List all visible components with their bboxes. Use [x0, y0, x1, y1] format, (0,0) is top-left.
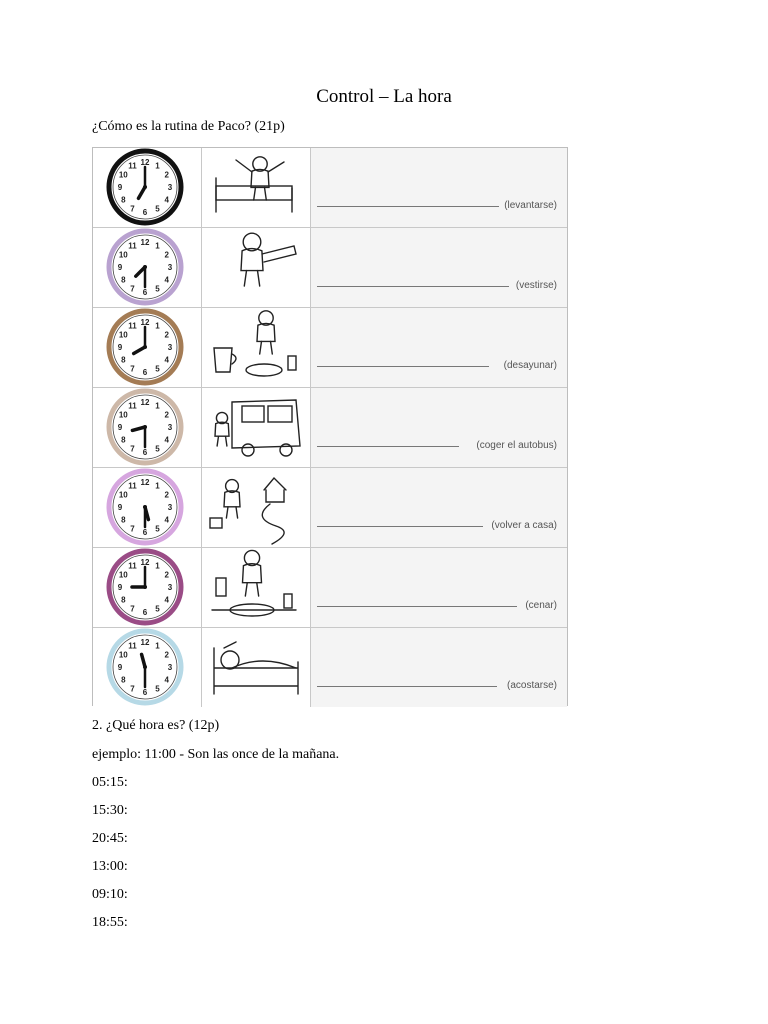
routine-row [93, 388, 567, 468]
clock-number: 6 [142, 448, 148, 457]
clock-number: 7 [130, 604, 135, 614]
clock-number: 9 [117, 663, 123, 672]
clock-number: 2 [164, 330, 169, 340]
answer-line[interactable] [317, 366, 489, 367]
clock-number: 7 [130, 444, 135, 454]
clock-number: 12 [140, 238, 150, 247]
clock-number: 4 [164, 435, 169, 445]
clock-number: 7 [130, 524, 135, 534]
clock-number: 2 [164, 410, 169, 420]
clock-number: 11 [128, 321, 137, 331]
time-item: 09:10: [92, 887, 128, 902]
verb-hint: (acostarse) [506, 680, 557, 691]
clock-number: 8 [121, 355, 126, 365]
clock-number: 1 [155, 241, 160, 251]
clock-number: 5 [155, 524, 160, 534]
clock-number: 4 [164, 515, 169, 525]
answer-cell[interactable] [311, 228, 567, 307]
clock-number: 3 [167, 423, 173, 432]
answer-line[interactable] [317, 686, 497, 687]
question-2: 2. ¿Qué hora es? (12p) [92, 718, 220, 733]
verb-hint: (volver a casa) [491, 520, 557, 531]
clock-number: 11 [128, 561, 137, 571]
clock-icon [93, 228, 202, 307]
clock-number: 5 [155, 284, 160, 294]
clock-icon [93, 468, 202, 547]
clock-number: 7 [130, 284, 135, 294]
question-1: ¿Cómo es la rutina de Paco? (21p) [92, 119, 285, 134]
verb-hint: (cenar) [525, 600, 557, 611]
clock-number: 10 [118, 250, 128, 260]
clock-number: 1 [155, 641, 160, 651]
clock-number: 3 [167, 503, 173, 512]
answer-cell[interactable] [311, 308, 567, 387]
clock-icon [93, 148, 202, 227]
clock-number: 6 [142, 368, 148, 377]
clock-number: 6 [142, 208, 148, 217]
clock-number: 1 [155, 401, 160, 411]
answer-line[interactable] [317, 446, 459, 447]
clock-number: 9 [117, 583, 123, 592]
clock-number: 8 [121, 275, 126, 285]
clock-number: 1 [155, 481, 160, 491]
clock-number: 8 [121, 675, 126, 685]
routine-worksheet [92, 147, 568, 706]
clock-number: 2 [164, 570, 169, 580]
clock-icon [93, 548, 202, 627]
clock-number: 9 [117, 423, 123, 432]
clock-number: 2 [164, 170, 169, 180]
clock-number: 9 [117, 263, 123, 272]
clock-number: 6 [142, 688, 148, 697]
answer-cell[interactable] [311, 468, 567, 547]
clock-number: 4 [164, 195, 169, 205]
clock-number: 10 [118, 170, 128, 180]
answer-line[interactable] [317, 606, 517, 607]
answer-cell[interactable] [311, 548, 567, 627]
clock-number: 2 [164, 250, 169, 260]
clock-number: 7 [130, 204, 135, 214]
clock-number: 11 [128, 481, 137, 491]
clock-number: 10 [118, 330, 128, 340]
clock-number: 8 [121, 515, 126, 525]
answer-line[interactable] [317, 206, 499, 207]
clock-number: 3 [167, 263, 173, 272]
walking-home-icon [202, 468, 311, 547]
time-item: 15:30: [92, 803, 128, 818]
dinner-icon [202, 548, 311, 627]
clock-number: 7 [130, 684, 135, 694]
routine-row [93, 308, 567, 388]
clock-number: 3 [167, 583, 173, 592]
clock-number: 1 [155, 321, 160, 331]
clock-number: 4 [164, 275, 169, 285]
clock-number: 4 [164, 675, 169, 685]
sleeping-icon [202, 628, 311, 707]
time-item: 05:15: [92, 775, 128, 790]
clock-number: 8 [121, 435, 126, 445]
time-item: 18:55: [92, 915, 128, 930]
clock-number: 7 [130, 364, 135, 374]
clock-number: 12 [140, 478, 150, 487]
page-title: Control – La hora [316, 86, 452, 107]
clock-number: 8 [121, 595, 126, 605]
clock-number: 1 [155, 561, 160, 571]
bus-icon [202, 388, 311, 467]
example-line: ejemplo: 11:00 - Son las once de la mañana. [92, 747, 340, 762]
time-item: 20:45: [92, 831, 128, 846]
time-item: 13:00: [92, 859, 128, 874]
clock-number: 9 [117, 343, 123, 352]
clock-number: 12 [140, 318, 150, 327]
answer-line[interactable] [317, 286, 509, 287]
clock-number: 4 [164, 355, 169, 365]
routine-row [93, 628, 567, 708]
clock-number: 11 [128, 401, 137, 411]
clock-number: 5 [155, 684, 160, 694]
clock-number: 11 [128, 641, 137, 651]
verb-hint: (vestirse) [515, 280, 557, 291]
clock-number: 12 [140, 558, 150, 567]
clock-number: 8 [121, 195, 126, 205]
routine-row [93, 148, 567, 228]
clock-number: 6 [142, 528, 148, 537]
answer-line[interactable] [317, 526, 483, 527]
clock-icon [93, 308, 202, 387]
routine-row [93, 468, 567, 548]
clock-number: 11 [128, 241, 137, 251]
answer-cell[interactable] [311, 148, 567, 227]
clock-number: 10 [118, 490, 128, 500]
clock-number: 10 [118, 650, 128, 660]
clock-number: 3 [167, 663, 173, 672]
clock-number: 2 [164, 490, 169, 500]
bed-stretch-icon [202, 148, 311, 227]
clock-icon [93, 628, 202, 707]
clock-number: 12 [140, 638, 150, 647]
clock-number: 10 [118, 410, 128, 420]
clock-number: 9 [117, 503, 123, 512]
clock-number: 9 [117, 183, 123, 192]
clock-number: 10 [118, 570, 128, 580]
clock-number: 12 [140, 398, 150, 407]
clock-number: 6 [142, 288, 148, 297]
clock-number: 12 [140, 158, 150, 167]
dressing-icon [202, 228, 311, 307]
clock-number: 6 [142, 608, 148, 617]
clock-number: 5 [155, 604, 160, 614]
clock-number: 5 [155, 204, 160, 214]
answer-cell[interactable] [311, 628, 567, 707]
routine-row [93, 228, 567, 308]
clock-number: 11 [128, 161, 137, 171]
answer-cell[interactable] [311, 388, 567, 467]
verb-hint: (levantarse) [504, 200, 557, 211]
verb-hint: (coger el autobus) [476, 440, 557, 451]
clock-number: 5 [155, 444, 160, 454]
clock-number: 3 [167, 183, 173, 192]
routine-row [93, 548, 567, 628]
clock-number: 2 [164, 650, 169, 660]
clock-icon [93, 388, 202, 467]
clock-number: 5 [155, 364, 160, 374]
clock-number: 4 [164, 595, 169, 605]
breakfast-icon [202, 308, 311, 387]
clock-number: 1 [155, 161, 160, 171]
verb-hint: (desayunar) [503, 360, 557, 371]
clock-number: 3 [167, 343, 173, 352]
